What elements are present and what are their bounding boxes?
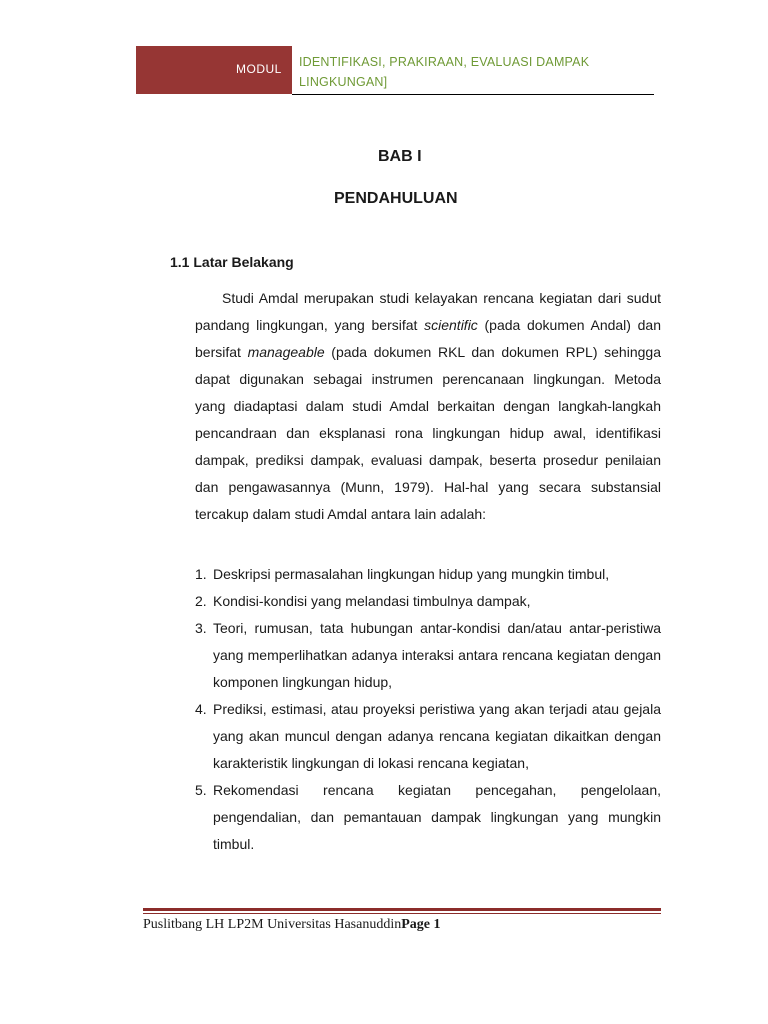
list-item-number: 3. — [195, 620, 207, 636]
page-footer — [143, 917, 440, 933]
substance-list — [195, 561, 661, 858]
paragraph-text: (pada dokumen RKL dan dokumen RPL) sehingga dapat digunakan sebagai instrumen perencanaan lingkungan. Metoda yang diadaptasi dalam studi Amdal berkaitan dengan langkah-langkah pencandraan dan eksplanasi rona lingkungan hidup awal, identifikasi dampak, prediksi dampak, evaluasi dampak, beserta prosedur penilaian dan pengawasannya (Munn, 1979). Hal-hal yang secara substansial tercakup dalam studi Amdal antara lain adalah: — [195, 344, 661, 522]
list-item-text: Kondisi-kondisi yang melandasi timbulnya dampak, — [213, 593, 531, 609]
list-item-number: 2. — [195, 593, 207, 609]
list-item-text: Rekomendasi rencana kegiatan pencegahan, pengelolaan, pengendalian, dan pemantauan dampak lingkungan yang mungkin timbul. — [213, 782, 661, 852]
header-rule — [292, 94, 654, 95]
paragraph-emphasis: manageable — [247, 344, 325, 360]
list-item — [195, 777, 661, 858]
footer-rule — [143, 908, 661, 911]
page-number: Page 1 — [401, 917, 441, 932]
list-item — [195, 588, 661, 615]
footer-rule — [143, 913, 661, 914]
paragraph-text: (pada dokumen Andal) dan bersifat — [195, 317, 661, 360]
chapter-number: BAB I — [378, 148, 422, 165]
list-item-text: Teori, rumusan, tata hubungan antar-kondisi dan/atau antar-peristiwa yang memperlihatkan adanya interaksi antara rencana kegiatan dengan komponen lingkungan hidup, — [213, 620, 661, 690]
list-item — [195, 696, 661, 777]
paragraph-text: Studi Amdal merupakan studi kelayakan rencana kegiatan dari sudut pandang lingkungan, yang bersifat — [195, 290, 661, 333]
header-label: MODUL — [236, 62, 282, 76]
list-item — [195, 561, 661, 588]
list-item-text: Deskripsi permasalahan lingkungan hidup yang mungkin timbul, — [213, 566, 610, 582]
list-item-number: 5. — [195, 782, 207, 798]
list-item-number: 1. — [195, 566, 207, 582]
header-title: IDENTIFIKASI, PRAKIRAAN, EVALUASI DAMPAK LINGKUNGAN] — [299, 55, 590, 89]
body-paragraph — [195, 285, 661, 528]
list-item-number: 4. — [195, 701, 207, 717]
chapter-title: PENDAHULUAN — [334, 190, 458, 207]
list-item — [195, 615, 661, 696]
paragraph-emphasis: scientific — [424, 317, 478, 333]
footer-institution: Puslitbang LH LP2M Universitas Hasanuddin — [143, 917, 402, 932]
section-heading: 1.1 Latar Belakang — [170, 254, 294, 270]
list-item-text: Prediksi, estimasi, atau proyeksi peristiwa yang akan terjadi atau gejala yang akan muncul dengan adanya rencana kegiatan dikaitkan dengan karakteristik lingkungan di lokasi rencana kegiatan, — [213, 701, 661, 771]
